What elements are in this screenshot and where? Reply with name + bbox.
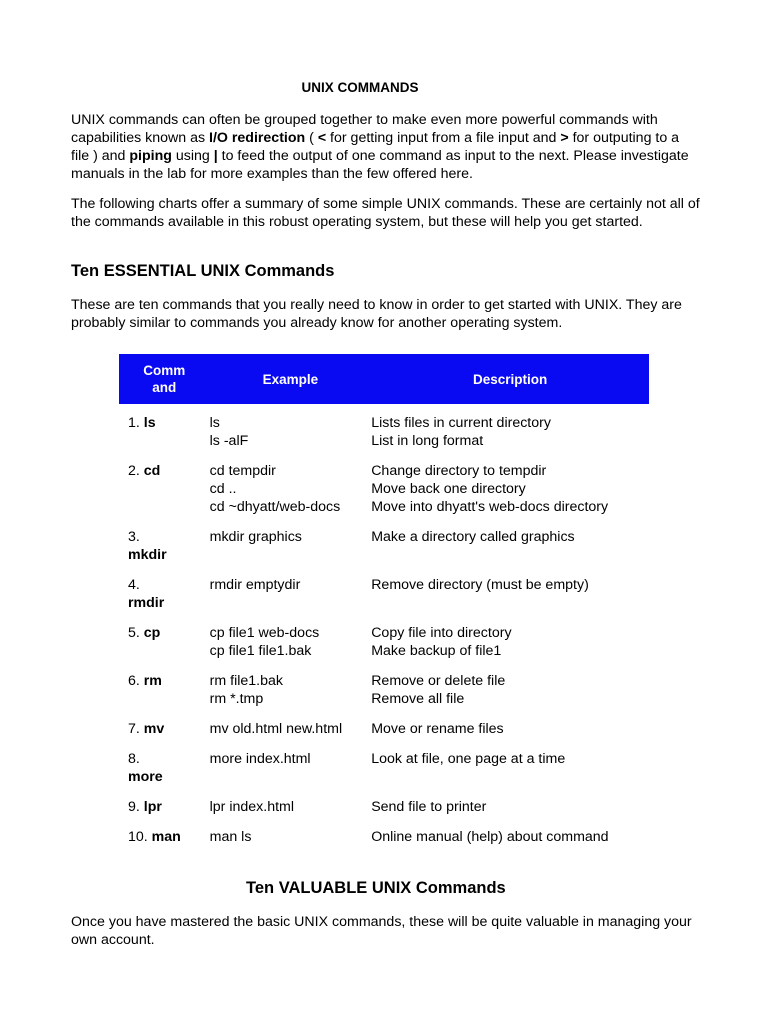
description-cell xyxy=(371,660,649,708)
command-cell xyxy=(119,516,210,564)
command-name: rmdir xyxy=(128,595,165,611)
command-cell xyxy=(119,404,210,450)
command-cell xyxy=(119,816,210,846)
command-number: 2. xyxy=(128,463,144,479)
example-cell xyxy=(210,738,372,786)
example-line: cp file1 file1.bak xyxy=(209,643,312,659)
intro-text-1: UNIX commands can often be grouped together to make even more powerful commands with capabilities known as xyxy=(71,112,658,146)
command-cell xyxy=(119,450,210,516)
example-line: cd tempdir xyxy=(209,463,276,479)
command-cell xyxy=(119,564,210,612)
intro-text-5: using xyxy=(171,148,214,164)
table-row xyxy=(119,612,649,660)
description-cell xyxy=(371,708,649,738)
description-line: Remove all file xyxy=(371,691,465,707)
table-header-row xyxy=(119,354,649,404)
command-cell xyxy=(119,660,210,708)
essential-commands-intro: These are ten commands that you really need to know in order to get started with UNIX. They are probably similar to commands you already know for another operating system. xyxy=(71,297,682,331)
command-number: 3. xyxy=(128,529,140,545)
description-line: Lists files in current directory xyxy=(371,415,551,431)
example-cell xyxy=(210,612,372,660)
command-number: 8. xyxy=(128,751,140,767)
essential-commands-table xyxy=(119,354,649,846)
description-cell xyxy=(371,564,649,612)
table-row xyxy=(119,450,649,516)
command-name: more xyxy=(128,769,163,785)
intro-text-4: for outputing to a file ) and xyxy=(71,130,680,164)
command-cell xyxy=(119,708,210,738)
command-number: 6. xyxy=(128,673,144,689)
command-name: lpr xyxy=(143,799,162,815)
example-cell xyxy=(210,564,372,612)
example-cell xyxy=(210,404,372,450)
example-line: rm file1.bak xyxy=(209,673,283,689)
summary-paragraph: The following charts offer a summary of some simple UNIX commands. These are certainly not all of the commands available in this robust operating system, but these will help you get started. xyxy=(71,196,700,230)
command-number: 1. xyxy=(128,415,144,431)
example-line: cd ~dhyatt/web-docs xyxy=(209,499,341,515)
command-name: mkdir xyxy=(128,547,167,563)
description-line: Move back one directory xyxy=(371,481,526,497)
example-line: mv old.html new.html xyxy=(209,721,343,737)
description-line: Look at file, one page at a time xyxy=(371,751,566,767)
example-line: cd .. xyxy=(209,481,237,497)
command-name: mv xyxy=(143,721,165,737)
table-row xyxy=(119,404,649,450)
intro-term-piping: piping xyxy=(129,148,172,164)
example-line: rmdir emptydir xyxy=(209,577,301,593)
intro-text-3: for getting input from a file input and xyxy=(326,130,561,146)
page-title: UNIX COMMANDS xyxy=(301,80,419,95)
description-cell xyxy=(371,816,649,846)
example-line: rm *.tmp xyxy=(209,691,264,707)
intro-text-2: ( xyxy=(305,130,318,146)
example-line: ls -alF xyxy=(209,433,249,449)
description-line: Change directory to tempdir xyxy=(371,463,547,479)
intro-symbol-pipe: | xyxy=(213,148,218,164)
description-cell xyxy=(371,450,649,516)
table-row xyxy=(119,816,649,846)
valuable-commands-heading: Ten VALUABLE UNIX Commands xyxy=(246,879,506,897)
example-cell xyxy=(210,816,372,846)
essential-commands-heading: Ten ESSENTIAL UNIX Commands xyxy=(71,262,335,280)
header-command: Comm and xyxy=(119,354,210,404)
description-line: Move into dhyatt's web-docs directory xyxy=(371,499,609,515)
command-name: cp xyxy=(143,625,161,641)
intro-symbol-less-than: < xyxy=(317,130,327,146)
header-description: Description xyxy=(371,354,649,404)
example-line: cp file1 web-docs xyxy=(209,625,320,641)
description-cell xyxy=(371,786,649,816)
description-line: Make a directory called graphics xyxy=(371,529,575,545)
command-number: 9. xyxy=(128,799,144,815)
example-cell xyxy=(210,708,372,738)
description-line: Move or rename files xyxy=(371,721,504,737)
command-cell xyxy=(119,786,210,816)
command-name: ls xyxy=(143,415,156,431)
valuable-commands-intro: Once you have mastered the basic UNIX commands, these will be quite valuable in managing your own account. xyxy=(71,914,692,948)
description-line: Make backup of file1 xyxy=(371,643,502,659)
command-number: 7. xyxy=(128,721,144,737)
description-line: List in long format xyxy=(371,433,484,449)
description-cell xyxy=(371,404,649,450)
description-line: Remove or delete file xyxy=(371,673,506,689)
header-example: Example xyxy=(210,354,372,404)
description-cell xyxy=(371,612,649,660)
example-line: man ls xyxy=(209,829,252,845)
table-row xyxy=(119,660,649,708)
example-line: lpr index.html xyxy=(209,799,295,815)
command-cell xyxy=(119,612,210,660)
description-line: Send file to printer xyxy=(371,799,487,815)
description-line: Remove directory (must be empty) xyxy=(371,577,589,593)
intro-paragraph xyxy=(71,111,701,183)
table-row xyxy=(119,786,649,816)
description-cell xyxy=(371,516,649,564)
example-line: more index.html xyxy=(209,751,311,767)
intro-term-io-redirection: I/O redirection xyxy=(209,130,306,146)
command-name: man xyxy=(151,829,181,845)
table-row xyxy=(119,516,649,564)
description-cell xyxy=(371,738,649,786)
command-cell xyxy=(119,738,210,786)
example-line: mkdir graphics xyxy=(209,529,302,545)
description-line: Copy file into directory xyxy=(371,625,512,641)
command-name: rm xyxy=(143,673,162,689)
table-row xyxy=(119,738,649,786)
description-line: Online manual (help) about command xyxy=(371,829,609,845)
example-line: ls xyxy=(209,415,220,431)
intro-symbol-greater-than: > xyxy=(560,130,569,146)
command-name: cd xyxy=(143,463,161,479)
command-number: 4. xyxy=(128,577,140,593)
table-row xyxy=(119,564,649,612)
example-cell xyxy=(210,660,372,708)
example-cell xyxy=(210,450,372,516)
command-number: 10. xyxy=(128,829,152,845)
example-cell xyxy=(210,786,372,816)
command-number: 5. xyxy=(128,625,144,641)
table-row xyxy=(119,708,649,738)
example-cell xyxy=(210,516,372,564)
intro-text-6: to feed the output of one command as input to the next. Please investigate manuals in the lab for more examples than the few offered here. xyxy=(71,148,689,182)
